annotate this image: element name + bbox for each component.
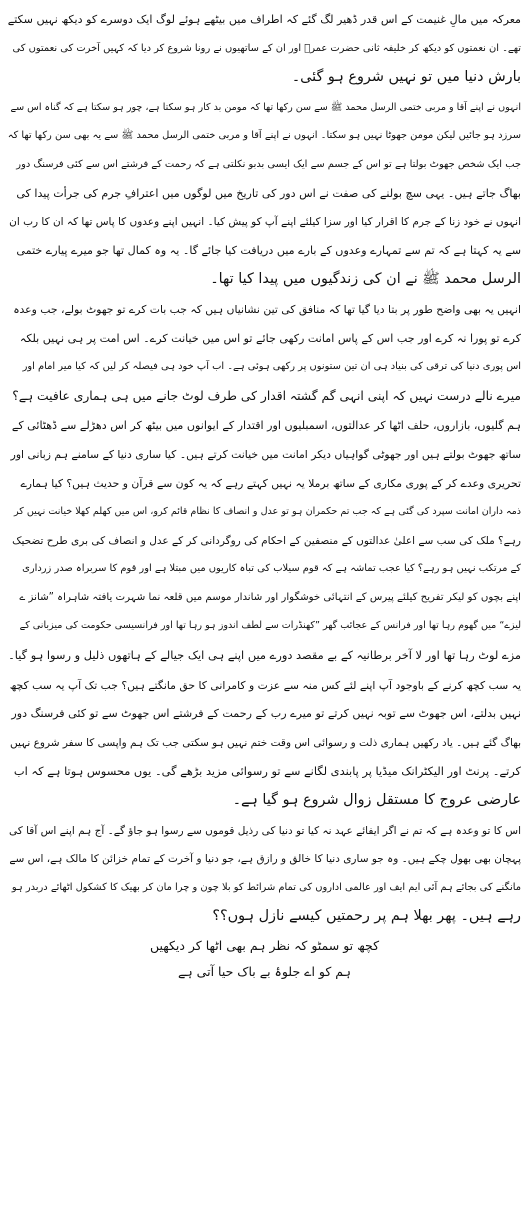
paragraph-3	[8, 296, 521, 410]
paragraph-2	[8, 94, 521, 294]
text-line: رہے ہیں۔ پھر بھلا ہم پر رحمتیں کیسے نازل ہوں؟؟	[212, 908, 521, 925]
text-line: تھے۔ ان نعمتوں کو دیکھ کر خلیفہ ثانی حضرت عمرؓ اور ان کے ساتھیوں نے رونا شروع کر دیا کہ کہیں آخرت کی نعمتوں کی	[12, 42, 521, 54]
paragraph-1	[8, 6, 521, 92]
text-line: رہے؟ ملک کی سب سے اعلیٰ عدالتوں کے منصفین کے احکام کی روگردانی کر کے عدل و انصاف کی بری طرح تضحیک	[12, 534, 521, 547]
text-line: سے یہ کہتا ہے کہ تم سے تمہارے وعدوں کے بارے میں دریافت کیا جائے گا۔ یہ وہ کمال تھا جو میرے پیارے ختمی	[16, 243, 521, 257]
text-line: اس کا تو وعدہ ہے کہ تم نے اگر ایفائے عہد نہ کیا تو دنیا کی رذیل قوموں سے رسوا ہو جاؤ گے۔ آج ہم اپنے اس آقا کی	[9, 824, 521, 837]
couplet-verse-1: کچھ تو سمٹو کہ نظر ہم بھی اٹھا کر دیکھیں	[149, 938, 380, 953]
text-line: انہوں نے خود زنا کے جرم کا اقرار کیا اور سزا کیلئے اپنے آپ کو پیش کیا۔ انہیں اپنے وعدوں کا پاس تھا کہ ان کا رب ان	[9, 216, 521, 229]
text-line: بھاگ گئے ہیں۔ یاد رکھیں ہماری ذلت و رسوائی اس وقت ختم نہیں ہو سکتی جب تک ہم واپسی کا سفر شروع نہیں	[10, 736, 521, 749]
text-line: الرسل محمد ﷺ نے ان کی زندگیوں میں پیدا کیا تھا۔	[210, 271, 521, 288]
text-line: عارضی عروج کا مستقل زوال شروع ہو گیا ہے۔	[232, 792, 521, 809]
text-line: انہیں یہ بھی واضح طور پر بتا دیا گیا تھا کہ منافق کی تین نشانیاں ہیں کہ جب بات کرے تو جھوٹ بولے، جب وعدہ	[13, 302, 521, 316]
text-line: بھاگ جاتے ہیں۔ یہی سچ بولنے کی صفت نے اس دور کی تاریخ میں لوگوں میں اعترافِ جرم کی جرأت پیدا کی	[16, 186, 521, 200]
paragraph-5	[8, 672, 521, 815]
text-line: تحریری وعدے کر کے پوری مکاری کے ساتھ برملا یہ نہیں کہتے رہے کہ یہ کون سے قرآن و حدیث ہیں؟ کیا ہمارے	[20, 476, 521, 490]
text-line: اپنے بچوں کو لیکر تفریح کیلئے پیرس کے انتہائی خوشگوار اور شاندار موسم میں قلعہ نما شہرت یافتہ شاہراہ ”شانز ے	[19, 591, 521, 603]
text-line: سرزد ہو جائیں لیکن مومن جھوٹا نہیں ہو سکتا۔ انہوں نے اپنے آقا و مربی ختمی الرسل محمد ﷺ سے یہ بھی سن رکھا تھا کہ	[8, 130, 521, 142]
text-line: بارش دنیا میں تو نہیں شروع ہو گئی۔	[291, 69, 521, 86]
closing-couplet	[8, 933, 521, 985]
text-line: جب ایک شخص جھوٹ بولتا ہے تو اس کے جسم سے ایک ایسی بدبو نکلتی ہے کہ رحمت کے فرشتے اس سے کئی فرسنگ دور	[16, 158, 521, 170]
text-line: انہوں نے اپنے آقا و مربی ختمی الرسل محمد ﷺ سے سن رکھا تھا کہ مومن بد کار ہو سکتا ہے، چور ہو سکتا ہے کہ گناہ اس سے	[10, 101, 521, 113]
text-line: نہیں بدلتے، اس جھوٹ سے توبہ نہیں کرتے تو میرے رب کے رحمت کے فرشتے اس جھوٹ سے تو کئی فرسنگ دور	[11, 707, 521, 721]
text-line: پہچان بھی بھول چکے ہیں۔ وہ جو ساری دنیا کا خالق و رازق ہے، جو دنیا و آخرت کے تمام خزائن کا مالک ہے، اس سے	[9, 853, 521, 866]
text-line: اس پوری دنیا کی ترقی کی بنیاد ہی ان تین ستونوں پر رکھی ہوئی ہے۔ اب آپ خود ہی فیصلہ کر لیں کہ کیا میر امام اور	[22, 361, 521, 373]
text-line: معرکہ میں مالِ غنیمت کے اس قدر ڈھیر لگ گئے کہ اطراف میں بیٹھے ہوئے لوگ ایک دوسرے کو دیکھ نہیں سکتے	[8, 13, 521, 26]
text-line: کرے تو پورا نہ کرے اور جب اس کے پاس امانت رکھی جائے تو اس میں خیانت کرے۔ اس امت پر ہی نہیں بلکہ	[19, 331, 521, 345]
text-line: مزے لوٹ رہا تھا اور لا آخر برطانیہ کے بے مقصد دورے میں اپنے ہی ایک جیالے کے ہاتھوں ذلیل و رسوا ہو گیا۔	[8, 648, 521, 663]
text-line: کرتے۔ پرنٹ اور الیکٹرانک میڈیا پر پابندی لگانے سے تو رسوائی مزید بڑھے گی۔ یوں محسوس ہوتا ہے کہ اب	[13, 764, 521, 779]
text-line: کے مرتکب نہیں ہو رہے؟ کیا عجب تماشہ ہے کہ قوم سیلاب کی تباہ کاریوں میں مبتلا ہے اور قوم کا سربراہ صدر زرداری	[22, 563, 521, 575]
text-line: لیزے“ میں گھوم رہا تھا اور فرانس کے عجائب گھر ”کھنڈرات سے لطف اندوز ہو رہا تھا اور فرانسیسی حکومت کی میزبانی کے	[19, 620, 521, 632]
paragraph-4	[8, 412, 521, 669]
text-line: میرے نالے درست نہیں کہ اپنی انہی گم گشتہ اقدار کی طرف لوٹ جانے میں ہی ہماری عافیت ہے؟	[12, 388, 521, 403]
paragraph-6	[8, 817, 521, 931]
text-line: یہ سب کچھ کرنے کے باوجود آپ اپنے لئے کس منہ سے عزت و کامرانی کا حق مانگتے ہیں؟ جب تک آپ یہ سب کچھ	[9, 678, 521, 692]
text-line: ذمہ داران امانت سپرد کی گئی ہے کہ جب تم حکمران ہو تو عدل و انصاف کا نظام قائم کرو، اس میں کھلم کھلا خیانت نہیں کر	[13, 506, 521, 518]
text-line: مانگنے کی بجائے ہم آئی ایم ایف اور عالمی اداروں کی تمام شرائط کو بلا چون و چرا مان کر بھیک کا کشکول اٹھائے دربدر ہو	[11, 881, 521, 893]
couplet-verse-2: ہم کو اے جلوۂ بے باک حیا آتی ہے	[178, 964, 351, 979]
article-body	[8, 6, 521, 931]
text-line: ساتھ جھوٹ بولتے ہیں اور جھوٹی گواہیاں دیکر امانت میں خیانت کرتے ہیں۔ کیا ساری دنیا کے سامنے ہم زبانی اور	[10, 447, 521, 461]
text-line: ہم گلیوں، بازاروں، حلف اٹھا کر عدالتوں، اسمبلیوں اور اقتدار کے ایوانوں میں بیٹھ کر اس دھڑلے سے ڈھٹائی کے	[11, 419, 521, 433]
